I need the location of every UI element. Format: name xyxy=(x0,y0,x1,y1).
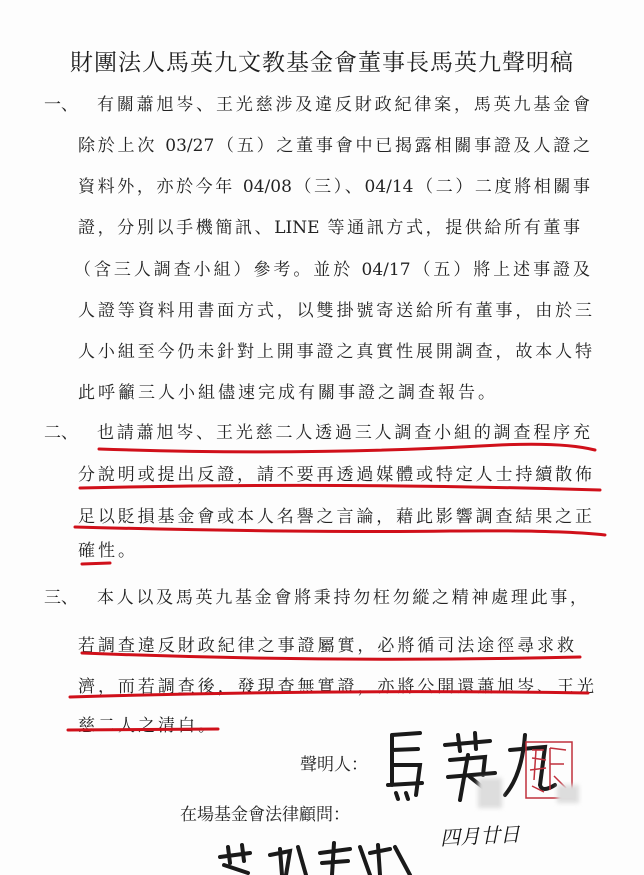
text-line: 人證等資料用書面方式，以雙掛號寄送給所有董事，由於三 xyxy=(78,301,592,321)
redacted-area xyxy=(478,778,502,808)
section-number: 一、 xyxy=(44,95,78,115)
underline xyxy=(99,444,595,452)
document-title: 財團法人馬英九文教基金會董事長馬英九聲明稿 xyxy=(70,50,574,76)
declarant-label: 聲明人： xyxy=(300,755,368,775)
section-number: 三、 xyxy=(44,588,78,608)
redacted-area xyxy=(557,785,579,803)
underline xyxy=(82,653,580,659)
underline xyxy=(82,563,110,564)
text-line: 本人以及馬英九基金會將秉持勿枉勿縱之精神處理此事， xyxy=(97,588,587,608)
text-line: 除於上次 03/27（五）之董事會中已揭露相關事證及人證之 xyxy=(78,136,590,156)
handwritten-date: 四月廿日 xyxy=(439,821,521,851)
text-line: 濟，而若調查後，發現查無實證，亦將公開還蕭旭岑、王光 xyxy=(78,677,594,697)
text-line: 證，分別以手機簡訊、LINE 等通訊方式，提供給所有董事 xyxy=(78,218,580,238)
section-number: 二、 xyxy=(44,423,78,443)
text-line: 此呼籲三人小組儘速完成有關事證之調查報告。 xyxy=(78,383,498,403)
underline xyxy=(75,527,605,535)
underline xyxy=(70,692,588,697)
text-line: 人小組至今仍未針對上開事證之真實性展開調查，故本人特 xyxy=(78,342,592,362)
advisor-signature xyxy=(210,835,420,875)
text-line: 若調查違反財政紀律之事證屬實，必將循司法途徑尋求救 xyxy=(78,636,574,656)
text-line: 足以貶損基金會或本人名譽之言論，藉此影響調查結果之正 xyxy=(78,507,592,527)
text-line: 有關蕭旭岑、王光慈涉及違反財政紀律案，馬英九基金會 xyxy=(97,95,590,115)
text-line: （含三人調查小組）參考。並於 04/17（五）將上述事證及 xyxy=(74,260,590,280)
text-line: 也請蕭旭岑、王光慈二人透過三人調查小組的調查程序充 xyxy=(97,423,590,443)
underline xyxy=(68,729,218,730)
text-line: 確性。 xyxy=(78,541,138,561)
advisor-label: 在場基金會法律顧問： xyxy=(180,805,350,825)
underline xyxy=(80,485,600,490)
text-line: 資料外，亦於今年 04/08（三）、04/14（二）二度將相關事 xyxy=(78,177,590,197)
text-line: 慈二人之清白。 xyxy=(78,716,218,736)
text-line: 分說明或提出反證，請不要再透過媒體或特定人士持續散佈 xyxy=(78,465,592,485)
